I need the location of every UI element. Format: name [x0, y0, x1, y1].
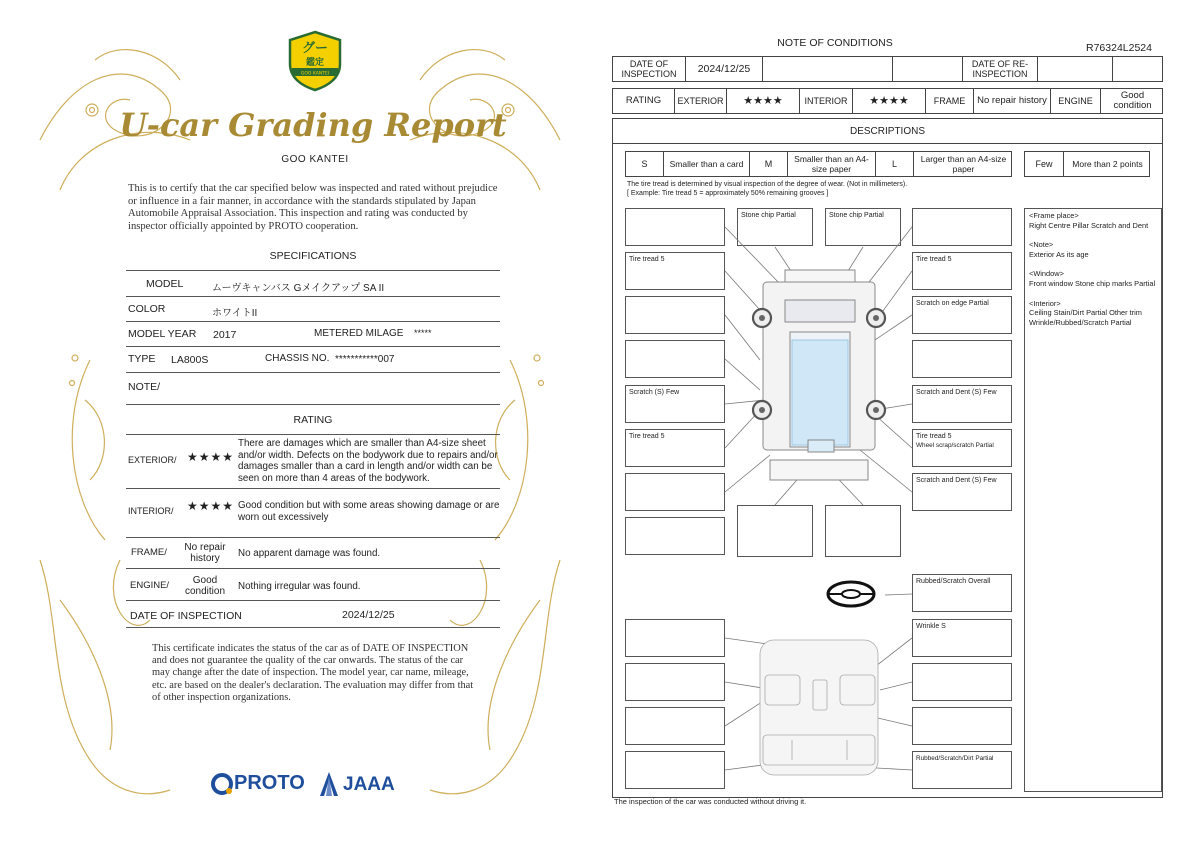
note-label: NOTE/: [128, 381, 161, 393]
interior-text: Ceiling Stain/Dirt Partial Other trim Wrinkle/Rubbed/Scratch Partial: [1029, 308, 1142, 327]
model-value: ムーヴキャンバス Gメイクアップ SA II: [212, 283, 385, 294]
divider: [126, 404, 500, 405]
legend-few: Few: [1025, 152, 1064, 176]
svg-text:U-car Grading Report: U-car Grading Report: [119, 106, 507, 144]
model-year-label: MODEL YEAR: [128, 328, 197, 340]
divider: [126, 434, 500, 435]
right-tire-rear-subtext: Wheel scrap/scratch Partial: [916, 442, 994, 449]
note-box: [912, 663, 1012, 701]
mileage-label: METERED MILAGE: [314, 328, 404, 339]
frame-place-text: Right Centre Pillar Scratch and Dent: [1029, 220, 1149, 230]
legend-s-desc: Smaller than a card: [664, 152, 750, 176]
type-label: TYPE: [128, 353, 156, 365]
note-box-right-tire-rear: [912, 429, 1012, 467]
model-year-value: 2017: [213, 329, 237, 341]
few-legend: [1024, 151, 1150, 177]
tire-note: The tire tread is determined by visual inspection of the degree of wear. (Not in millimeters).: [627, 181, 908, 188]
footer-logos: [210, 768, 410, 804]
note-box: [625, 517, 725, 555]
frame-value: No repair history: [184, 542, 226, 564]
window-text: Front window Stone chip marks Partial: [1029, 278, 1156, 288]
report-title: [119, 100, 507, 150]
chassis-value: ***********007: [335, 354, 395, 365]
goo-kantei-badge: [286, 30, 344, 92]
legend-s: S: [626, 152, 664, 176]
interior-label: INTERIOR/: [128, 506, 174, 516]
proto-logo-icon: [210, 772, 234, 796]
rating-row: [612, 88, 1163, 114]
mileage-value: *****: [414, 328, 432, 338]
frame-value: No repair history: [974, 89, 1051, 113]
divider: [126, 372, 500, 373]
divider: [126, 488, 500, 489]
frame-label: FRAME/: [131, 547, 167, 558]
color-value: ホワイトII: [212, 308, 258, 319]
engine-value: Good condition: [1113, 90, 1152, 111]
note-text: Exterior As its age: [1029, 249, 1089, 259]
window-label: <Window>: [1029, 269, 1064, 279]
note-box-left-tire-front: Tire tread 5: [625, 252, 725, 290]
notes-panel: [1024, 208, 1162, 792]
svg-text:グー: グー: [301, 41, 329, 56]
note-box-top-mid-1: Stone chip Partial: [737, 208, 813, 246]
note-box: [625, 707, 725, 745]
divider: [126, 270, 500, 271]
interior-stars: ★★★★: [853, 89, 926, 113]
note-box: [625, 208, 725, 246]
certificate-intro: This is to certify that the car specified below was inspected and rated without prejudice or influence in a fair manner, in accordance with the standards stipulated by Japan Automobile Appraisal Association. This inspection and rating was conducted by inspector officially appointed by PROTO cooperation.: [128, 183, 498, 232]
legend-l-desc: Larger than an A4-size paper: [920, 154, 1007, 174]
interior-desc: Good condition but with some areas showing damage or are worn out excessively: [238, 500, 500, 523]
divider: [126, 321, 500, 322]
note-box: [912, 208, 1012, 246]
inspection-date-label: DATE OF INSPECTION: [613, 57, 686, 81]
reinspection-date-label: DATE OF RE-INSPECTION: [963, 57, 1038, 81]
brand-name: GOO KANTEI: [281, 154, 349, 165]
divider: [126, 296, 500, 297]
exterior-label: EXTERIOR: [675, 89, 727, 113]
note-box-wrinkle: Wrinkle S: [912, 619, 1012, 657]
legend-l: L: [876, 152, 914, 176]
interior-stars: ★★★★: [187, 499, 235, 513]
note-box: [625, 751, 725, 789]
note-of-conditions: [600, 0, 1200, 848]
engine-desc: Nothing irregular was found.: [238, 581, 361, 592]
legend-m: M: [750, 152, 788, 176]
specifications-title: SPECIFICATIONS: [269, 250, 357, 262]
footer-note: The inspection of the car was conducted without driving it.: [614, 797, 807, 806]
type-value: LA800S: [171, 354, 209, 366]
note-box: [625, 296, 725, 334]
legend-few-desc: More than 2 points: [1072, 159, 1143, 169]
color-label: COLOR: [128, 303, 166, 315]
divider: [126, 537, 500, 538]
note-box: [625, 473, 725, 511]
model-label: MODEL: [146, 278, 184, 290]
interior-label: INTERIOR: [800, 89, 853, 113]
note-box-right-dent-2: Scratch and Dent (S) Few: [912, 473, 1012, 511]
note-box: [825, 505, 901, 557]
inspection-date-value: 2024/12/25: [686, 57, 763, 81]
note-box-rear-seat: Rubbed/Scratch/Dirt Partial: [912, 751, 1012, 789]
exterior-label: EXTERIOR/: [128, 455, 177, 465]
descriptions-title: DESCRIPTIONS: [613, 119, 1162, 144]
right-tire-rear-text: Tire tread 5: [916, 433, 952, 440]
note-box-right-tire-front: Tire tread 5: [912, 252, 1012, 290]
divider: [126, 627, 500, 628]
jaaa-logo-text: JAAA: [343, 774, 395, 795]
note-label: <Note>: [1029, 240, 1054, 250]
note-box-left-tire-rear: Tire tread 5: [625, 429, 725, 467]
svg-text:GOO KANTEI: GOO KANTEI: [300, 71, 330, 77]
rating-label: RATING: [613, 89, 675, 113]
svg-text:鑑定: 鑑定: [305, 58, 325, 68]
certificate-closing: This certificate indicates the status of the car as of DATE OF INSPECTION and does not guarantee the quality of the car onwards. The status of the car may change after the date of inspection. The model year, car name, mileage, etc. are based on the dealer's declaration. The evaluation may differ from that of other inspection organizations.: [152, 643, 474, 703]
note-box-left-scratch: Scratch (S) Few: [625, 385, 725, 423]
note-box: [737, 505, 813, 557]
note-box: [625, 619, 725, 657]
reference-number: R76324L2524: [1086, 42, 1152, 54]
engine-label: ENGINE: [1051, 89, 1101, 113]
divider: [126, 346, 500, 347]
inspection-date-value: 2024/12/25: [342, 609, 395, 621]
conditions-title: NOTE OF CONDITIONS: [777, 37, 893, 49]
note-box: [912, 340, 1012, 378]
chassis-label: CHASSIS NO.: [265, 353, 330, 364]
rating-title: RATING: [293, 414, 333, 426]
note-box: [625, 340, 725, 378]
jaaa-logo-icon: [318, 770, 340, 798]
exterior-stars: ★★★★: [727, 89, 800, 113]
exterior-desc: There are damages which are smaller than A4-size sheet and/or width. Defects on the bodywork due to repairs and/or damages smaller than a card in length and/or width can be seen on more than 4 areas of the bodywork.: [238, 438, 498, 484]
frame-label: FRAME: [926, 89, 974, 113]
empty-cell: [1113, 57, 1164, 81]
note-box-top-mid-2: Stone chip Partial: [825, 208, 901, 246]
engine-value: Good condition: [184, 575, 226, 597]
exterior-stars: ★★★★: [187, 450, 235, 464]
proto-logo-text: PROTO: [234, 772, 305, 794]
note-box: [912, 707, 1012, 745]
engine-label: ENGINE/: [130, 580, 170, 591]
size-legend: [625, 151, 1012, 177]
inspection-date-label: DATE OF INSPECTION: [130, 610, 242, 622]
divider: [126, 600, 500, 601]
legend-m-desc: Smaller than an A4-size paper: [788, 152, 876, 176]
empty-cell: [893, 57, 963, 81]
frame-desc: No apparent damage was found.: [238, 548, 381, 559]
reinspection-date-value: [1038, 57, 1113, 81]
divider: [126, 568, 500, 569]
inspection-dates-row: [612, 56, 1163, 82]
empty-cell: [763, 57, 893, 81]
note-box-steering: Rubbed/Scratch Overall: [912, 574, 1012, 612]
interior-label: <Interior>: [1029, 298, 1061, 308]
frame-place-label: <Frame place>: [1029, 211, 1079, 220]
note-box: [625, 663, 725, 701]
note-box-right-dent-1: Scratch and Dent (S) Few: [912, 385, 1012, 423]
note-box-right-edge: Scratch on edge Partial: [912, 296, 1012, 334]
tire-example: [ Example: Tire tread 5 = approximately 50% remaining grooves ]: [627, 190, 829, 197]
